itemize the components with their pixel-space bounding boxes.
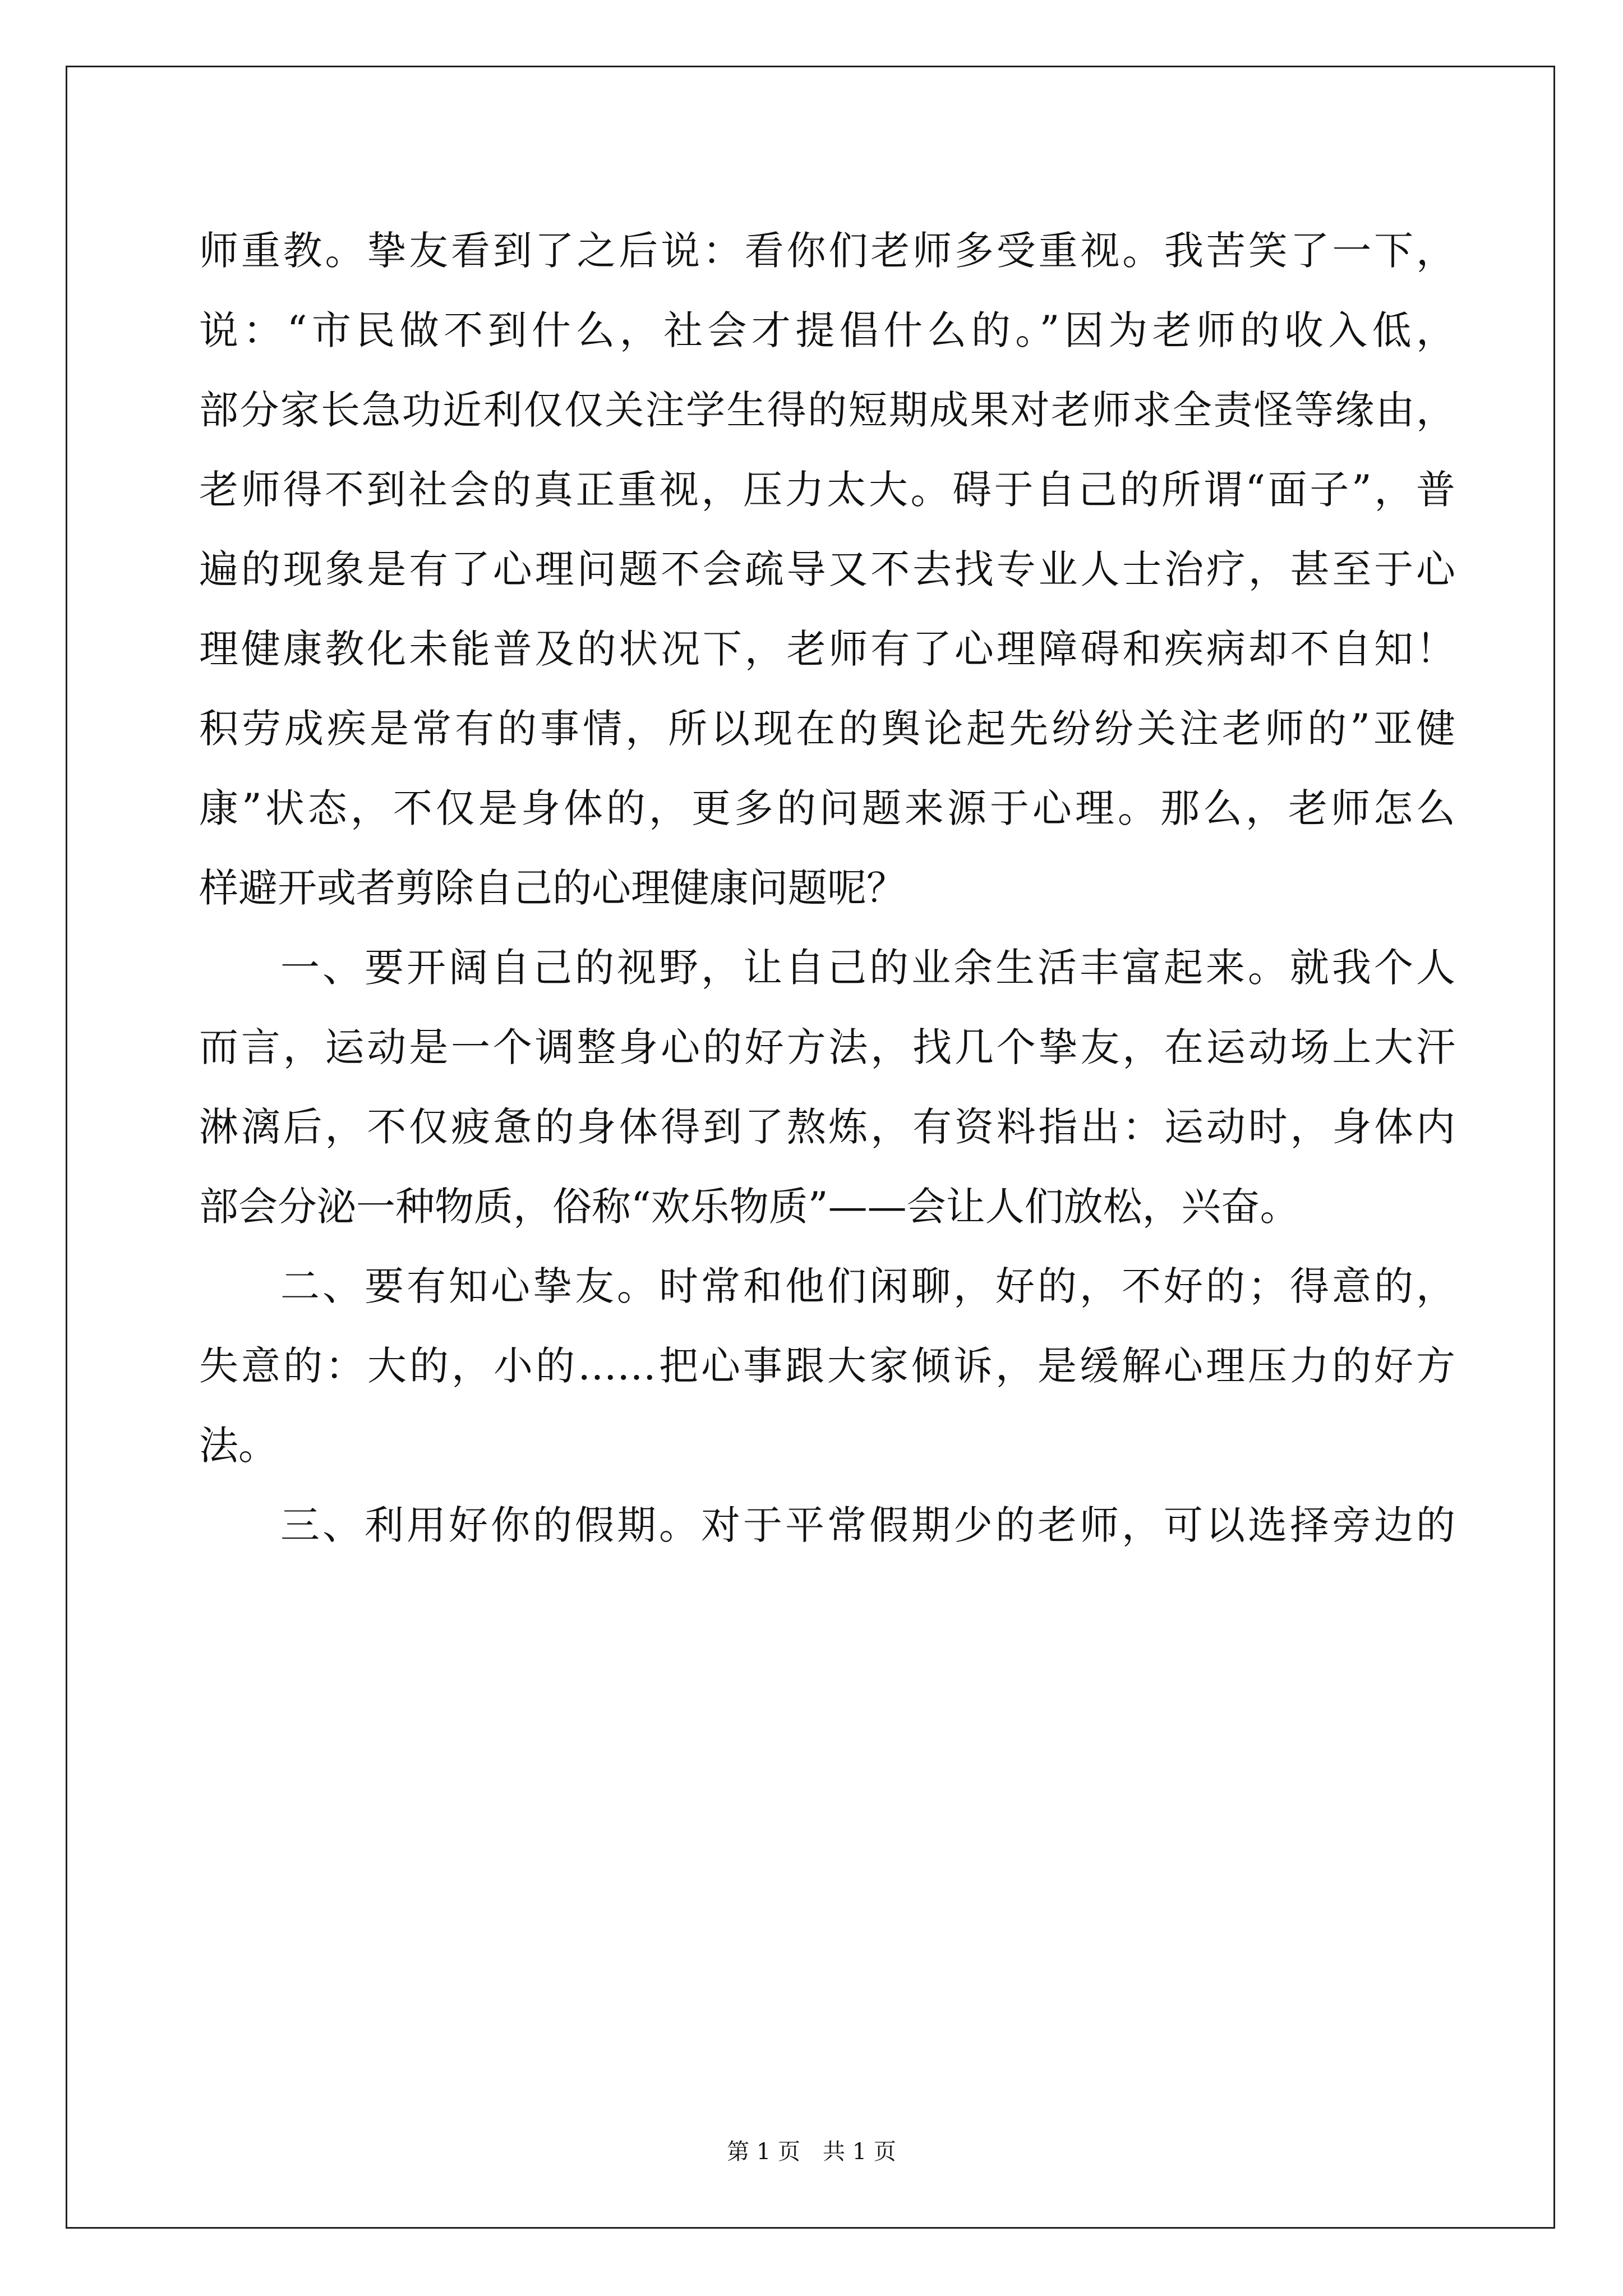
text-line: 部会分泌一种物质，俗称“欢乐物质”——会让人们放松，兴奋。	[199, 1184, 1299, 1230]
text-line: 失意的：大的，小的……把心事跟大家倾诉，是缓解心理压力的好方	[199, 1343, 1455, 1389]
document-body	[199, 211, 1455, 1565]
text-line: 遍的现象是有了心理问题不会疏导又不去找专业人士治疗，甚至于心	[199, 546, 1455, 592]
text-line: 法。	[199, 1423, 278, 1469]
text-line: 部分家长急功近利仅仅关注学生得的短期成果对老师求全责怪等缘由，	[199, 387, 1455, 433]
text-line: 康”状态，不仅是身体的，更多的问题来源于心理。那么，老师怎么	[199, 785, 1455, 831]
text-line: 说：“市民做不到什么，社会才提倡什么的。”因为老师的收入低，	[199, 307, 1455, 353]
paragraph-start-line: 二、要有知心挚友。时常和他们闲聊，好的，不好的；得意的，	[280, 1263, 1455, 1309]
text-line: 老师得不到社会的真正重视，压力太大。碍于自己的所谓“面子”，普	[199, 467, 1455, 513]
text-line: 而言，运动是一个调整身心的好方法，找几个挚友，在运动场上大汗	[199, 1024, 1455, 1070]
paragraph-start-line: 三、利用好你的假期。对于平常假期少的老师，可以选择旁边的	[280, 1502, 1455, 1548]
paragraph-start-line: 一、要开阔自己的视野，让自己的业余生活丰富起来。就我个人	[280, 945, 1455, 991]
page-total: 共 1 页	[823, 2139, 896, 2165]
page-footer	[0, 2134, 1623, 2166]
text-line: 理健康教化未能普及的状况下，老师有了心理障碍和疾病却不自知！	[199, 626, 1455, 672]
page-number: 第 1 页	[727, 2139, 800, 2165]
text-line: 样避开或者剪除自己的心理健康问题呢？	[199, 865, 906, 911]
text-line: 淋漓后，不仅疲惫的身体得到了熬炼，有资料指出：运动时，身体内	[199, 1104, 1455, 1150]
text-line: 师重教。挚友看到了之后说：看你们老师多受重视。我苦笑了一下，	[199, 228, 1455, 274]
text-line: 积劳成疾是常有的事情，所以现在的舆论起先纷纷关注老师的”亚健	[199, 706, 1455, 752]
